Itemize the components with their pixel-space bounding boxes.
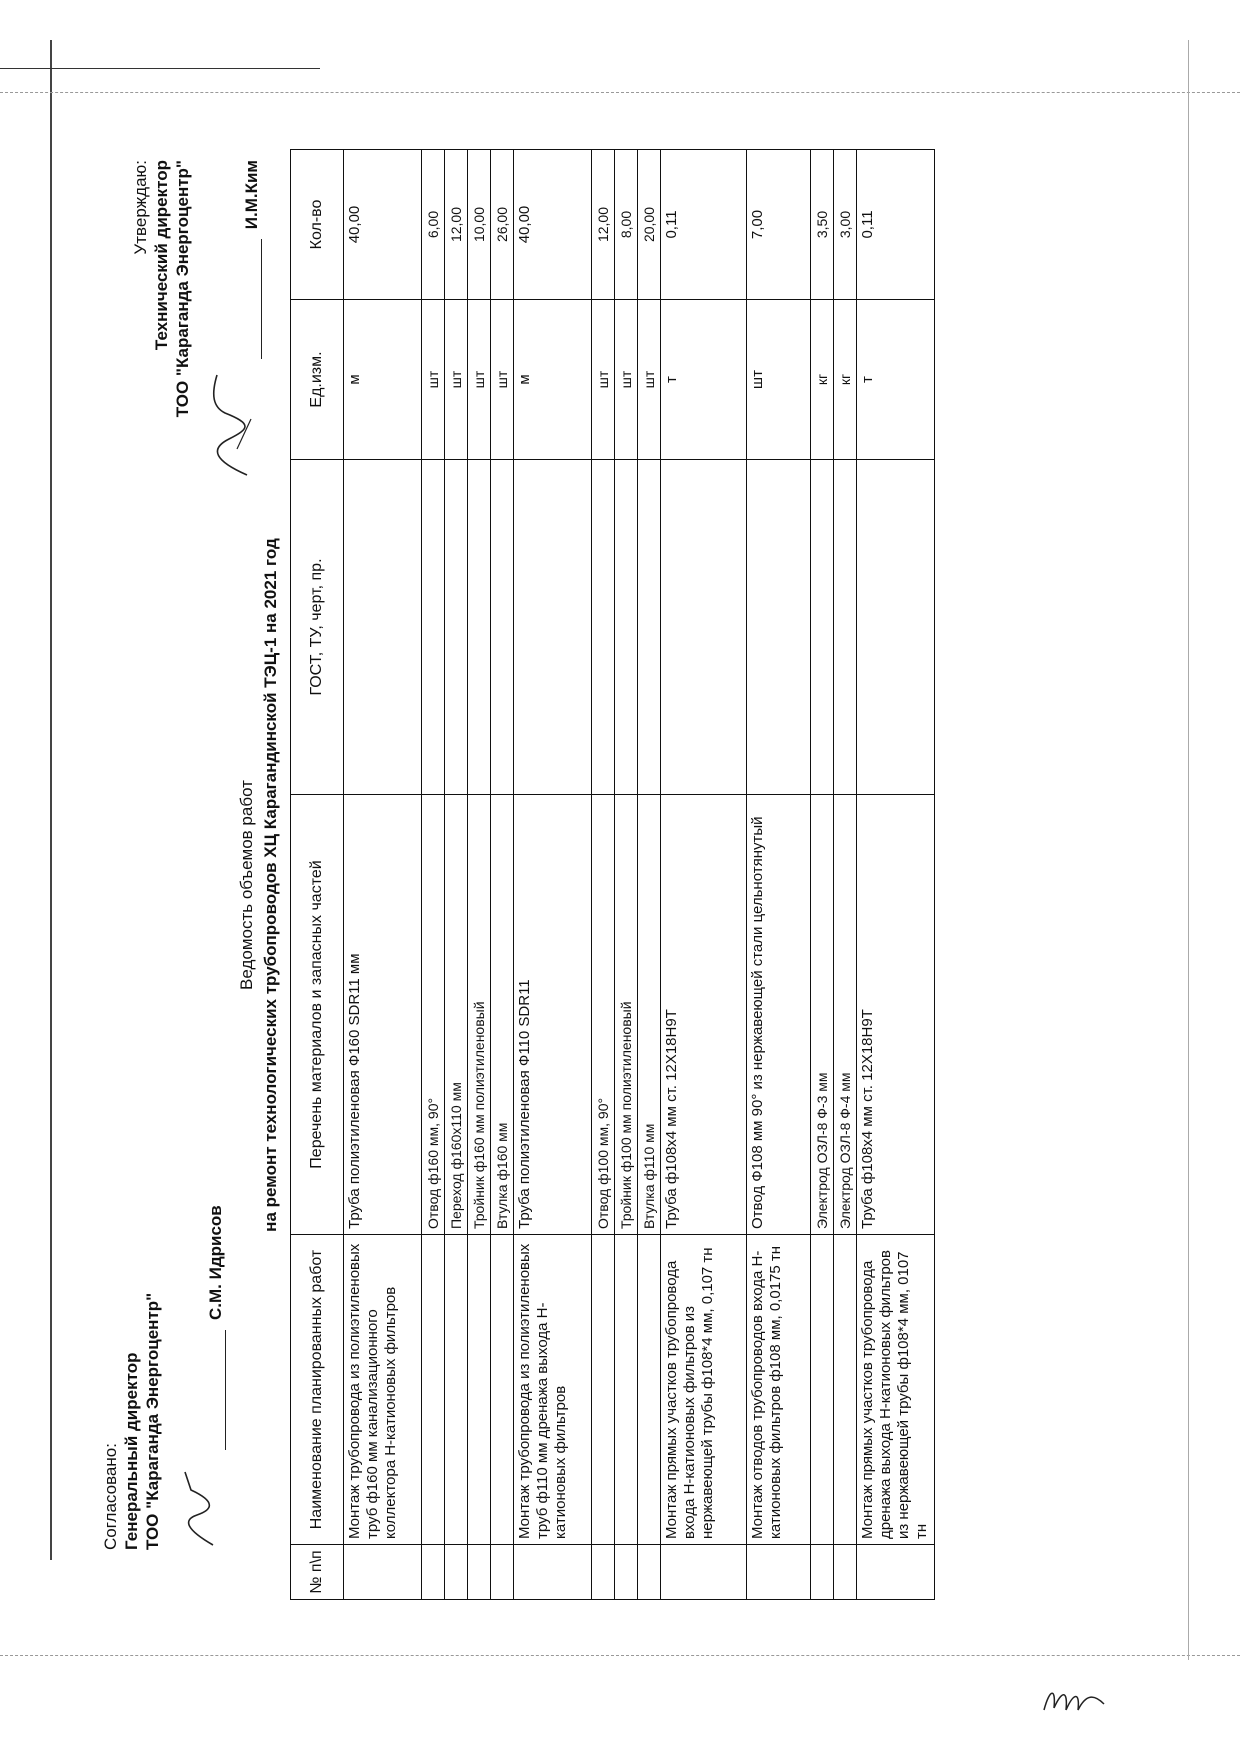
- cell-unit: шт: [422, 300, 445, 460]
- header-qty: Кол-во: [291, 150, 344, 300]
- cell-qty: 0,11: [857, 150, 935, 300]
- cell-work: Монтаж трубопровода из полиэтиленовых труб ф110 мм дренажа выхода Н-катионовых фильтров: [514, 1235, 592, 1545]
- cell-qty: 10,00: [468, 150, 491, 300]
- works-table: [290, 149, 935, 1600]
- cell-num: [811, 1545, 834, 1600]
- cell-unit: шт: [615, 300, 638, 460]
- table-row: [661, 150, 747, 1600]
- cell-gost: [491, 460, 514, 795]
- approval-caption: Утверждаю:: [131, 160, 150, 255]
- cell-qty: 12,00: [592, 150, 615, 300]
- cell-gost: [811, 460, 834, 795]
- cell-work: [834, 1235, 857, 1545]
- approval-company: ТОО "Караганда Энергоцентр": [143, 1292, 162, 1550]
- cell-num: [344, 1545, 422, 1600]
- approval-position: Технический директор: [152, 160, 171, 351]
- cell-qty: 20,00: [638, 150, 661, 300]
- cell-work: [811, 1235, 834, 1545]
- table-row: [615, 150, 638, 1600]
- table-row: [445, 150, 468, 1600]
- table-row: [638, 150, 661, 1600]
- cell-gost: [834, 460, 857, 795]
- cell-gost: [344, 460, 422, 795]
- document-title: [235, 310, 283, 1460]
- cell-qty: 0,11: [661, 150, 747, 300]
- cell-num: [857, 1545, 935, 1600]
- cell-num: [592, 1545, 615, 1600]
- cell-gost: [638, 460, 661, 795]
- table-row: [592, 150, 615, 1600]
- approval-caption: Согласовано:: [101, 1443, 120, 1550]
- cell-qty: 7,00: [747, 150, 811, 300]
- table-row: [468, 150, 491, 1600]
- table-row: [811, 150, 834, 1600]
- cell-num: [661, 1545, 747, 1600]
- cell-gost: [514, 460, 592, 795]
- cell-num: [747, 1545, 811, 1600]
- cell-unit: шт: [445, 300, 468, 460]
- cell-num: [615, 1545, 638, 1600]
- cell-num: [422, 1545, 445, 1600]
- cell-num: [834, 1545, 857, 1600]
- cell-unit: м: [514, 300, 592, 460]
- cell-gost: [857, 460, 935, 795]
- table-row: [747, 150, 811, 1600]
- approval-position: Генеральный директор: [122, 1352, 141, 1550]
- approval-signer: И.М.Ким: [242, 160, 261, 230]
- cell-num: [514, 1545, 592, 1600]
- signature-mark: [177, 1460, 226, 1550]
- cell-material: Труба полиэтиленовая Ф110 SDR11: [514, 795, 592, 1235]
- cell-unit: шт: [638, 300, 661, 460]
- cell-work: [445, 1235, 468, 1545]
- cell-work: [422, 1235, 445, 1545]
- cell-unit: шт: [592, 300, 615, 460]
- cell-qty: 6,00: [422, 150, 445, 300]
- header-num: № п\п: [291, 1545, 344, 1600]
- cell-unit: шт: [468, 300, 491, 460]
- title-line-1: Ведомость объемов работ: [237, 780, 256, 990]
- cell-unit: шт: [747, 300, 811, 460]
- table-row: [422, 150, 445, 1600]
- header-unit: Ед.изм.: [291, 300, 344, 460]
- cell-qty: 26,00: [491, 150, 514, 300]
- cell-num: [468, 1545, 491, 1600]
- cell-qty: 8,00: [615, 150, 638, 300]
- cell-material: Электрод ОЗЛ-8 Ф-4 мм: [834, 795, 857, 1235]
- cell-qty: 3,00: [834, 150, 857, 300]
- cell-gost: [592, 460, 615, 795]
- cell-material: Втулка ф110 мм: [638, 795, 661, 1235]
- cell-material: Отвод ф160 мм, 90°: [422, 795, 445, 1235]
- document-sheet: [20, 60, 1220, 1700]
- cell-gost: [468, 460, 491, 795]
- approval-company: ТОО "Караганда Энергоцентр": [173, 160, 192, 418]
- cell-material: Переход ф160х110 мм: [445, 795, 468, 1235]
- cell-material: Отвод ф100 мм, 90°: [592, 795, 615, 1235]
- cell-work: [468, 1235, 491, 1545]
- cell-unit: кг: [811, 300, 834, 460]
- table-row: [514, 150, 592, 1600]
- table-body: [344, 150, 935, 1600]
- approval-left-block: [100, 1190, 226, 1550]
- cell-work: [491, 1235, 514, 1545]
- cell-material: Труба ф108х4 мм ст. 12Х18Н9Т: [661, 795, 747, 1235]
- cell-material: Труба полиэтиленовая Ф160 SDR11 мм: [344, 795, 422, 1235]
- cell-unit: шт: [491, 300, 514, 460]
- signature-line: [177, 1190, 226, 1550]
- title-line-2: на ремонт технологических трубопроводов ХЦ Карагандинской ТЭЦ-1 на 2021 год: [261, 538, 280, 1232]
- cell-work: [615, 1235, 638, 1545]
- cell-material: Электрод ОЗЛ-8 Ф-3 мм: [811, 795, 834, 1235]
- cell-unit: кг: [834, 300, 857, 460]
- table-row: [834, 150, 857, 1600]
- cell-unit: т: [661, 300, 747, 460]
- cell-unit: т: [857, 300, 935, 460]
- cell-work: [592, 1235, 615, 1545]
- cell-gost: [422, 460, 445, 795]
- table-row: [857, 150, 935, 1600]
- cell-material: Труба ф108х4 мм ст. 12Х18Н9Т: [857, 795, 935, 1235]
- table-header-row: [291, 150, 344, 1600]
- cell-work: Монтаж прямых участков трубопровода входа Н-катионовых фильтров из нержавеющей трубы ф108*4 мм, 0,107 тн: [661, 1235, 747, 1545]
- table-row: [344, 150, 422, 1600]
- cell-gost: [615, 460, 638, 795]
- header-gost: ГОСТ, ТУ, черт, пр.: [291, 460, 344, 795]
- cell-work: Монтаж прямых участков трубопровода дренажа выхода Н-катионовых фильтров из нержавеющей трубы ф108*4 мм, 0107 тн: [857, 1235, 935, 1545]
- cell-material: Тройник ф100 мм полиэтиленовый: [615, 795, 638, 1235]
- cell-qty: 40,00: [344, 150, 422, 300]
- cell-gost: [445, 460, 468, 795]
- cell-work: [638, 1235, 661, 1545]
- handwritten-initials: [1040, 1680, 1110, 1725]
- cell-qty: 40,00: [514, 150, 592, 300]
- cell-work: Монтаж отводов трубопроводов входа Н-катионовых фильтров ф108 мм, 0,0175 тн: [747, 1235, 811, 1545]
- cell-num: [638, 1545, 661, 1600]
- cell-num: [491, 1545, 514, 1600]
- cell-qty: 3,50: [811, 150, 834, 300]
- cell-qty: 12,00: [445, 150, 468, 300]
- cell-gost: [747, 460, 811, 795]
- cell-gost: [661, 460, 747, 795]
- table-row: [491, 150, 514, 1600]
- header-materials: Перечень материалов и запасных частей: [291, 795, 344, 1235]
- cell-material: Отвод Ф108 мм 90° из нержавеющей стали цельнотянутый: [747, 795, 811, 1235]
- approval-signer: С.М. Идрисов: [206, 1205, 225, 1320]
- cell-unit: м: [344, 300, 422, 460]
- signature-blank: [224, 1330, 226, 1450]
- cell-material: Тройник ф160 мм полиэтиленовый: [468, 795, 491, 1235]
- header-work: Наименование планированных работ: [291, 1235, 344, 1545]
- cell-num: [445, 1545, 468, 1600]
- cell-work: Монтаж трубопровода из полиэтиленовых труб ф160 мм канализационного коллектора Н-катионовых фильтров: [344, 1235, 422, 1545]
- cell-material: Втулка ф160 мм: [491, 795, 514, 1235]
